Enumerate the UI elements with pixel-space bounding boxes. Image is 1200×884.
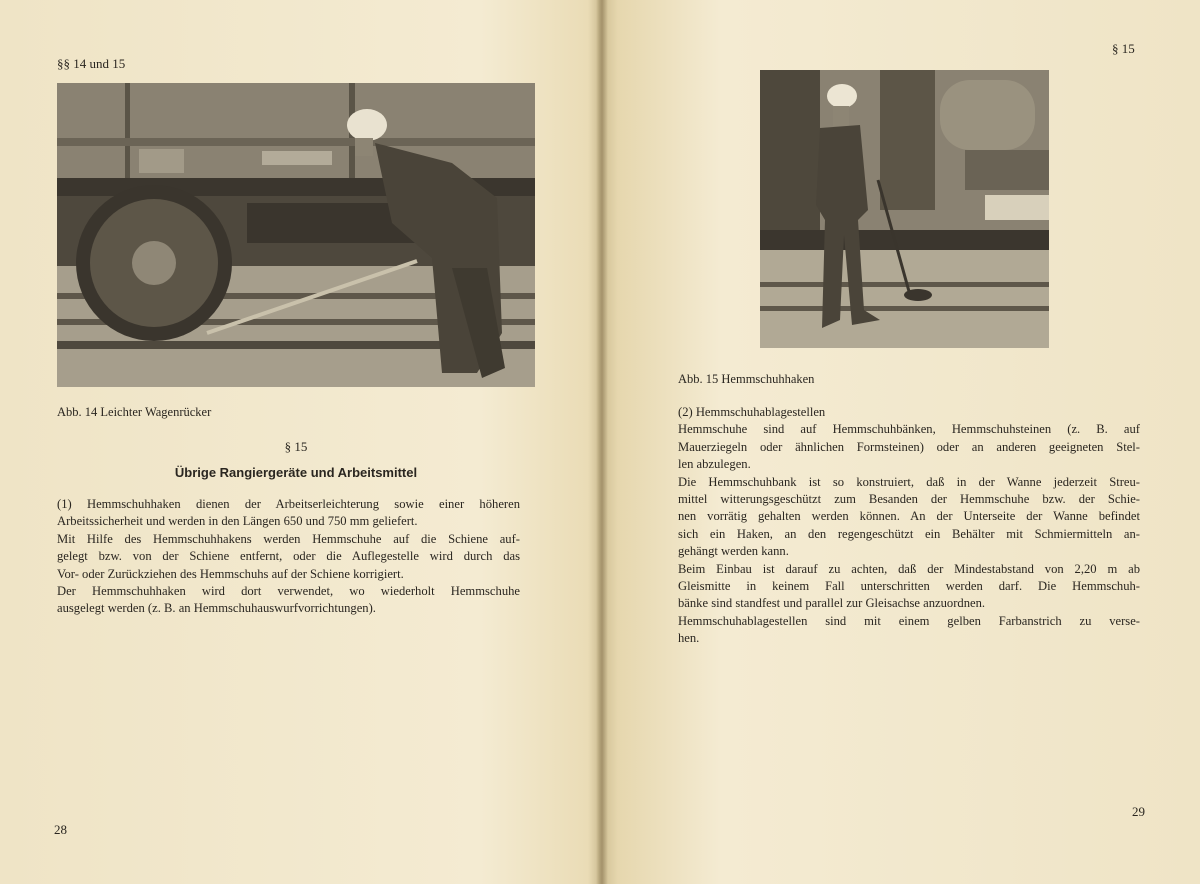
paragraph-line: Gleismitte in keinem Fall unterschritten werden darf. Die Hemmschuh-: [678, 579, 1140, 594]
paragraph-line: Mauerziegeln oder ähnlichen Formsteinen) oder an anderen geeigneten Stel-: [678, 439, 1140, 454]
hemmschuhhaken-photo-illustration: [760, 70, 1049, 348]
paragraph-line: nen vorrätig gehalten werden können. An der Unterseite der Wanne befindet: [678, 509, 1140, 524]
paragraph-heading: (2) Hemmschuhablagestellen: [678, 405, 826, 419]
paragraph-line: sich ein Haken, an den regengeschützt ein Behälter mit Schmiermitteln an-: [678, 526, 1140, 541]
paragraph-line: Hemmschuhablagestellen sind mit einem gelben Farbanstrich zu verse-: [678, 613, 1140, 628]
paragraph-line: Beim Einbau ist darauf zu achten, daß der Mindestabstand von 2,20 m ab: [678, 561, 1140, 576]
paragraph-line: gelegt bzw. von der Schiene entfernt, oder die Auflegestelle wird durch das: [57, 549, 520, 564]
paragraph-line: Hemmschuhe sind auf Hemmschuhbänken, Hemmschuhsteinen (z. B. auf: [678, 422, 1140, 437]
left-page: [0, 0, 598, 884]
left-page-header: §§ 14 und 15: [57, 56, 126, 71]
left-paragraph-1: [57, 496, 520, 618]
paragraph-line: (1) Hemmschuhhaken dienen der Arbeitserleichterung sowie einer höheren: [57, 497, 520, 511]
paragraph-line: len abzulegen.: [678, 457, 751, 472]
paragraph-line: bänke sind standfest und parallel zur Gleisachse anzuordnen.: [678, 596, 986, 611]
paragraph-line: Der Hemmschuhhaken wird dort verwendet, wo wiederholt Hemmschuhe: [57, 584, 520, 599]
figure-14-caption: Abb. 14 Leichter Wagenrücker: [57, 405, 212, 419]
section-title: Übrige Rangiergeräte und Arbeitsmittel: [174, 465, 418, 480]
paragraph-line: Arbeitssicherheit und werden in den Längen 650 und 750 mm geliefert.: [57, 514, 418, 529]
left-page-number: 28: [54, 822, 67, 837]
paragraph-line: mittel witterungsgeschützt zum Besanden der Hemmschuhe bzw. der Schie-: [678, 492, 1140, 507]
right-page-number: 29: [1132, 804, 1145, 819]
section-number: § 15: [284, 439, 308, 454]
figure-15-photo: [760, 70, 1049, 348]
paragraph-line: Die Hemmschuhbank ist so konstruiert, daß in der Wanne jederzeit Streu-: [678, 474, 1140, 489]
wagon-pusher-photo-illustration: [57, 83, 535, 387]
figure-15-caption: Abb. 15 Hemmschuhhaken: [678, 372, 815, 386]
paragraph-line: Vor- oder Zurückziehen des Hemmschuhs auf der Schiene korrigiert.: [57, 566, 404, 581]
right-page-header: § 15: [1112, 41, 1135, 56]
paragraph-line: Mit Hilfe des Hemmschuhhakens werden Hemmschuhe auf die Schiene auf-: [57, 531, 520, 546]
paragraph-line: hen.: [678, 631, 700, 646]
right-page: [606, 0, 1200, 884]
right-paragraph-2: [678, 404, 1140, 648]
paragraph-line: ausgelegt werden (z. B. an Hemmschuhauswurfvorrichtungen).: [57, 601, 376, 616]
figure-14-photo: [57, 83, 535, 387]
paragraph-line: gehängt werden kann.: [678, 544, 789, 559]
